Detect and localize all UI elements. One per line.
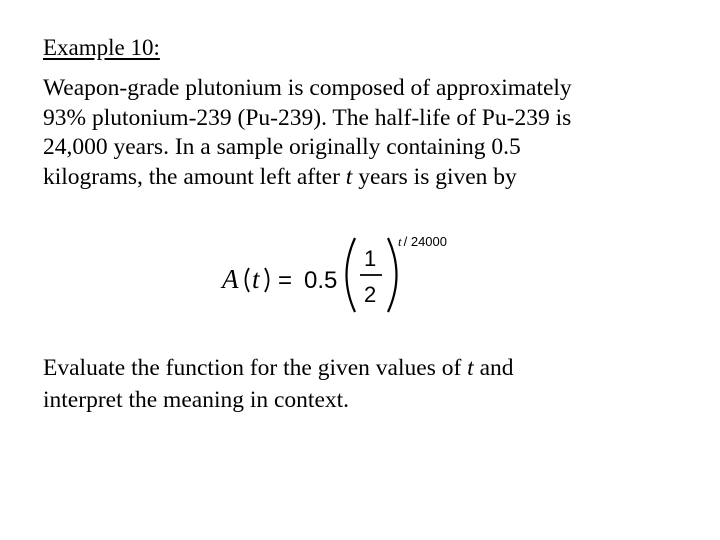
formula-exponent-variable: t — [398, 234, 402, 249]
formula-right-paren — [265, 268, 269, 292]
intro-line-4 — [43, 163, 703, 193]
formula-numerator: 1 — [364, 246, 377, 271]
formula-left-paren — [246, 268, 250, 292]
variable-t: t — [345, 163, 353, 190]
instruction-paragraph — [43, 352, 703, 416]
decay-formula — [220, 232, 470, 322]
intro-line-4-start: kilograms, the amount left after — [43, 163, 346, 190]
intro-line-2: 93% plutonium-239 (Pu-239). The half-life of Pu-239 is — [43, 104, 572, 131]
formula-big-right-paren — [388, 238, 397, 312]
instruction-line-2: interpret the meaning in context. — [43, 387, 350, 413]
intro-line-3: 24,000 years. In a sample originally containing 0.5 — [43, 134, 521, 160]
formula-exponent — [398, 234, 447, 249]
formula-exponent-divisor: / 24000 — [403, 234, 447, 249]
formula-function-name: A — [222, 264, 239, 294]
formula-denominator: 2 — [364, 282, 377, 307]
instruction-line-1 — [43, 352, 703, 384]
formula-equals: = — [278, 267, 293, 294]
intro-paragraph — [43, 74, 703, 192]
formula-graphic — [220, 232, 470, 322]
formula-coefficient: 0.5 — [304, 267, 338, 294]
intro-line-4-end: years is given by — [352, 163, 517, 190]
example-heading: Example 10: — [43, 35, 160, 60]
intro-line-1: Weapon-grade plutonium is composed of approximately — [43, 75, 572, 101]
instruction-line-1-start: Evaluate the function for the given values of — [43, 355, 468, 381]
variable-t-2: t — [467, 355, 474, 381]
formula-big-left-paren — [347, 238, 356, 312]
instruction-line-1-end: and — [473, 355, 514, 381]
formula-argument: t — [252, 264, 260, 294]
